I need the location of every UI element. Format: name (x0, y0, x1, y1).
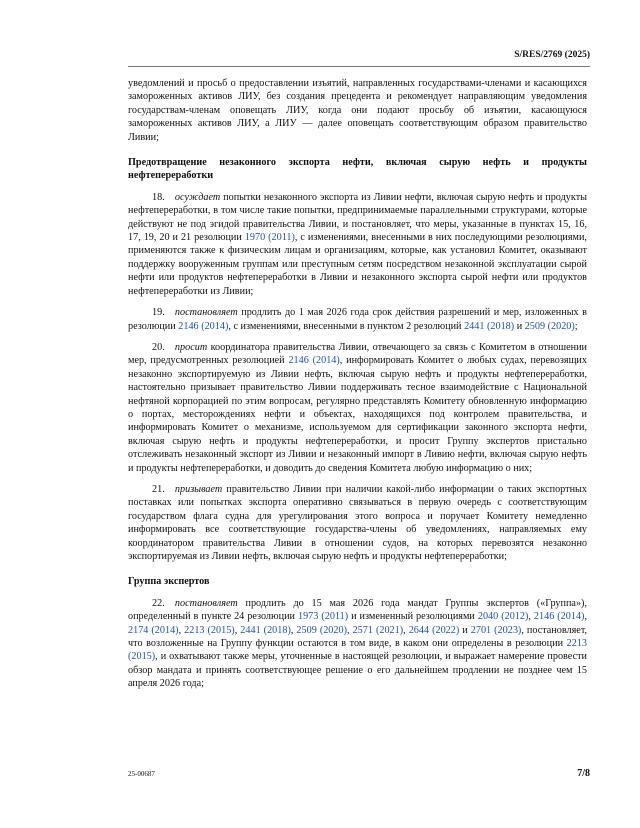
operative-verb: осуждает (174, 191, 221, 203)
resolution-link-2146[interactable]: 2146 (2014) (178, 320, 229, 332)
paragraph-number: 21. (152, 483, 165, 495)
paragraph-text: , и охватывают также меры, уточненные в настоящей резолюции, и выражает намерение провести обзор мандата и принять соответствующее решение о его дальнейшем продлении не позднее чем 15 апреля 2026 года; (128, 651, 587, 690)
separator: , (290, 624, 297, 636)
separator: , (234, 624, 241, 636)
resolution-link-2509[interactable]: 2509 (2020) (296, 624, 347, 636)
paragraph-text: и измененный резолюциями (348, 611, 478, 623)
paragraph-text: продлить до 1 мая 2026 года срок действия разрешений и мер, изложенных в резолюции (128, 307, 587, 332)
resolution-link-2571[interactable]: 2571 (2021) (352, 624, 404, 636)
paragraph-text: , с изменениями, внесенными в пунктом 2 резолюций (228, 320, 465, 332)
document-body (128, 77, 587, 699)
section-heading-panel-of-experts: Группа экспертов (128, 576, 210, 588)
separator: , (403, 624, 409, 636)
resolution-link-2509[interactable]: 2509 (2020) (524, 320, 575, 332)
resolution-link-2441[interactable]: 2441 (2018) (464, 320, 515, 332)
resolution-link-1970[interactable]: 1970 (2011) (244, 232, 295, 244)
resolution-link-2146[interactable]: 2146 (2014) (533, 611, 585, 623)
resolution-link-2441[interactable]: 2441 (2018) (240, 624, 291, 636)
operative-verb: постановляет (174, 307, 238, 319)
paragraph-text: , информировать Комитет о любых судах, перевозящих незаконно экспортируемую из Ливии нефть, включая сырую нефть и продукты нефтепереработки, настоятельно призывает правительство Ливии поддерживать тесное взаимодействие с Национальной нефтяной корпорацией по этим вопросам, регулярно представлять Комитету обновленную информацию о портах, месторождениях нефти и объектах, находящихся под контролем правительства, и информировать Комитет о механизме, используемом для сертификации законного экспорта нефти, включая сырую нефть и продукты нефтепереработки, и просит Группу экспертов пристально отслеживать незаконный экспорт из Ливии и незаконный импорт в Ливию нефти, включая сырую нефть и продукты нефтепереработки, и доводить до сведения Комитета любую информацию о них; (128, 355, 587, 474)
document-symbol: S/RES/2769 (2025) (514, 50, 590, 60)
paragraph-number: 19. (152, 307, 165, 319)
operative-verb: призывает (174, 483, 223, 495)
resolution-link-2213[interactable]: 2213 (2015) (184, 624, 235, 636)
resolution-link-2040[interactable]: 2040 (2012) (477, 611, 529, 623)
resolution-link-2146[interactable]: 2146 (2014) (288, 355, 340, 367)
resolution-link-2701[interactable]: 2701 (2023) (470, 624, 522, 636)
document-number: 25-00687 (128, 770, 155, 778)
intro-paragraph: уведомлений и просьб о предоставлении изъятий, направленных государствами-членами и касающихся замороженных активов ЛИУ, без создания прецедента и рекомендует направляющим уведомления государствам-членам оповещать ЛИУ, когда они подают просьбу об изъятии, касающуюся замороженных активов ЛИУ, а ЛИУ — далее оповещать соответствующим образом правительство Ливии; (128, 78, 587, 143)
paragraph-text: правительство Ливии при наличии какой-либо информации о таких экспортных поставках или попытках экспорта оперативно связываться в первую очередь с соответствующим государством флага судна для урегулирования этого вопроса и поручает Комитету немедленно информировать все соответствующие государства-члены об уведомлениях, направляемых ему координатором правительства Ливии в отношении судов, на которых перевозятся незаконно экспортируемая из Ливии нефть, включая сырую нефть и продукты нефтепереработки; (128, 483, 587, 562)
paragraph-number: 22. (152, 597, 165, 609)
separator: , (584, 611, 587, 623)
paragraph-number: 20. (152, 341, 165, 353)
paragraph-text: попытки незаконного экспорта из Ливии нефти, включая сырую нефть и продукты нефтепереработки, в том числе такие попытки, предпринимаемые параллельными структурами, которые действуют не под эгидой правительства Ливии, и постановляет, что меры, указанные в пунктах 15, 16, 17, 19, 20 и 21 резолюции (128, 191, 587, 244)
paragraph-text: координатора правительства Ливии, отвечающего за связь с Комитетом в отношении мер, предусмотренных резолюцией (128, 341, 587, 367)
separator: , (346, 624, 353, 636)
paragraph-21 (128, 483, 587, 563)
page-number: 7/8 (577, 768, 590, 779)
separator: и (459, 624, 471, 636)
resolution-link-1973[interactable]: 1973 (2011) (297, 611, 349, 623)
operative-verb: просит (174, 341, 208, 353)
resolution-link-2174[interactable]: 2174 (2014) (128, 624, 179, 636)
separator: , (178, 624, 185, 636)
paragraph-text: продлить до 15 мая 2026 года мандат Группы экспертов («Группа»), определенный в пункте 24 резолюции (128, 597, 587, 623)
resolution-link-2644[interactable]: 2644 (2022) (408, 624, 460, 636)
separator: , (528, 611, 534, 623)
operative-verb: постановляет (174, 597, 238, 609)
paragraph-text: , с изменениями, внесенными в них последующими резолюциями, применяются также к физическим лицам и организациям, которые, как установил Комитет, оказывают поддержку вооруженным группам или преступным сетям посредством незаконной эксплуатации сырой нефти или продуктов нефтепереработки в Ливии и незаконного экспорта сырой нефти или продуктов нефтепереработки из Ливии; (128, 232, 587, 297)
section-heading-oil-export: Предотвращение незаконного экспорта нефти, включая сырую нефть и продукты нефтепереработки (128, 157, 587, 182)
paragraph-text: ; (574, 320, 578, 332)
paragraph-18 (128, 191, 587, 298)
paragraph-number: 18. (152, 191, 165, 203)
header-rule (128, 66, 590, 67)
resolution-link-2213[interactable]: 2213 (2015) (128, 638, 587, 663)
paragraph-22 (128, 597, 587, 691)
paragraph-text: и (514, 320, 525, 332)
paragraph-text: , постановляет, что возложенные на Группу функции остаются в том виде, в каком они определены в резолюции (128, 624, 588, 650)
paragraph-19 (128, 306, 587, 333)
paragraph-20 (128, 341, 587, 475)
